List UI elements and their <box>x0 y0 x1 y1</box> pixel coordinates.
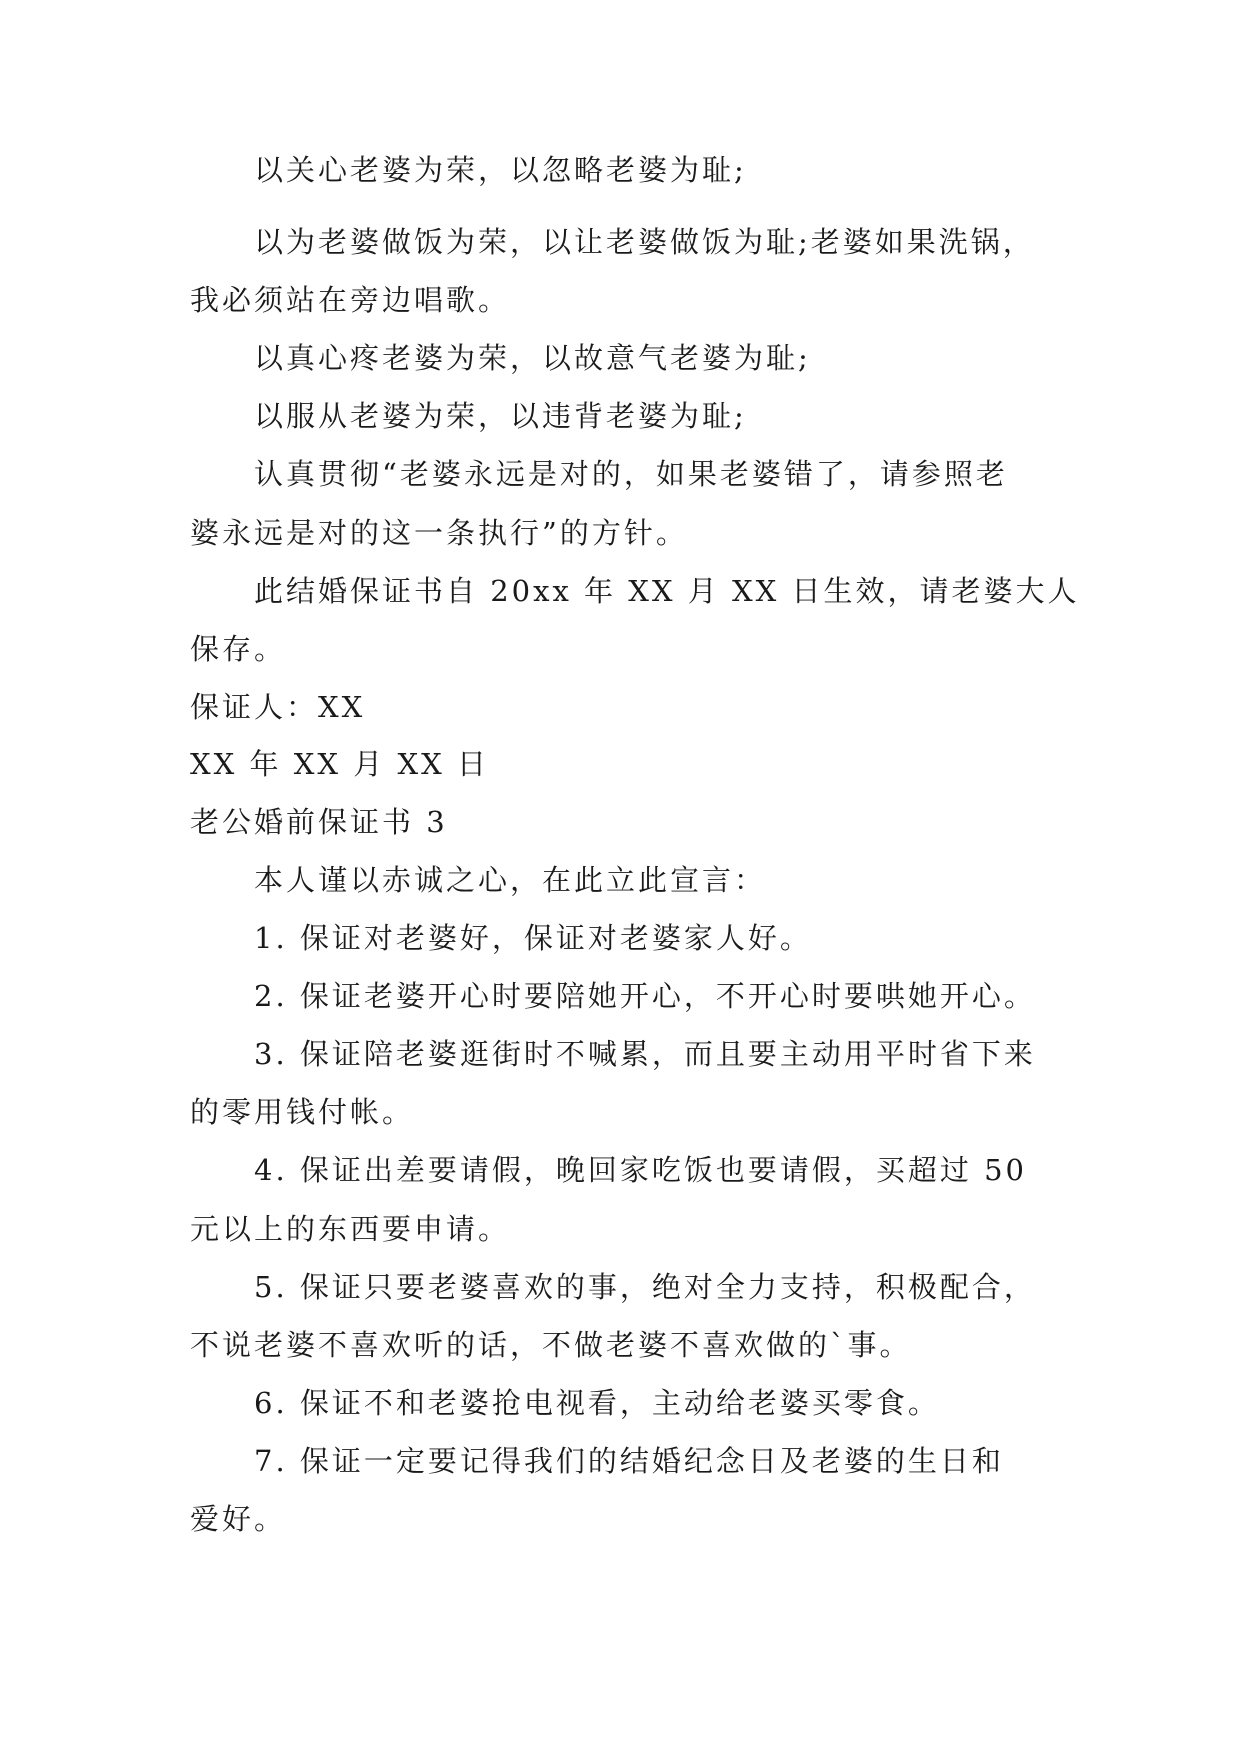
list-item: 1. 保证对老婆好，保证对老婆家人好。 <box>254 921 812 955</box>
paragraph-line: 以服从老婆为荣，以违背老婆为耻; <box>254 399 747 433</box>
paragraph-line: 以关心老婆为荣，以忽略老婆为耻; <box>254 153 747 187</box>
list-item: 4. 保证出差要请假，晚回家吃饭也要请假，买超过 50 <box>254 1153 1028 1187</box>
list-item-continuation: 爱好。 <box>190 1502 287 1536</box>
signatory-line: 保证人：XX <box>190 690 366 724</box>
paragraph-line: 保存。 <box>190 632 287 666</box>
list-item-continuation: 的零用钱付帐。 <box>190 1095 415 1129</box>
list-item: 2. 保证老婆开心时要陪她开心，不开心时要哄她开心。 <box>254 979 1036 1013</box>
paragraph-line: 以真心疼老婆为荣，以故意气老婆为耻; <box>254 341 811 375</box>
paragraph-line: 此结婚保证书自 20xx 年 XX 月 XX 日生效，请老婆大人 <box>254 574 1080 608</box>
list-item-continuation: 不说老婆不喜欢听的话，不做老婆不喜欢做的`事。 <box>190 1328 912 1362</box>
paragraph-line: 我必须站在旁边唱歌。 <box>190 283 511 317</box>
paragraph-line: 以为老婆做饭为荣，以让老婆做饭为耻;老婆如果洗锅， <box>254 225 1035 259</box>
paragraph-line: 认真贯彻“老婆永远是对的，如果老婆错了，请参照老 <box>254 457 1008 491</box>
list-item: 5. 保证只要老婆喜欢的事，绝对全力支持，积极配合， <box>254 1270 1036 1304</box>
list-item: 3. 保证陪老婆逛街时不喊累，而且要主动用平时省下来 <box>254 1037 1036 1071</box>
date-line: XX 年 XX 月 XX 日 <box>190 747 489 781</box>
paragraph-line: 本人谨以赤诚之心，在此立此宣言： <box>254 863 767 897</box>
list-item-continuation: 元以上的东西要申请。 <box>190 1212 511 1246</box>
list-item: 7. 保证一定要记得我们的结婚纪念日及老婆的生日和 <box>254 1444 1004 1478</box>
paragraph-line: 婆永远是对的这一条执行”的方针。 <box>190 516 688 550</box>
list-item: 6. 保证不和老婆抢电视看，主动给老婆买零食。 <box>254 1386 940 1420</box>
section-title: 老公婚前保证书 3 <box>190 805 448 839</box>
